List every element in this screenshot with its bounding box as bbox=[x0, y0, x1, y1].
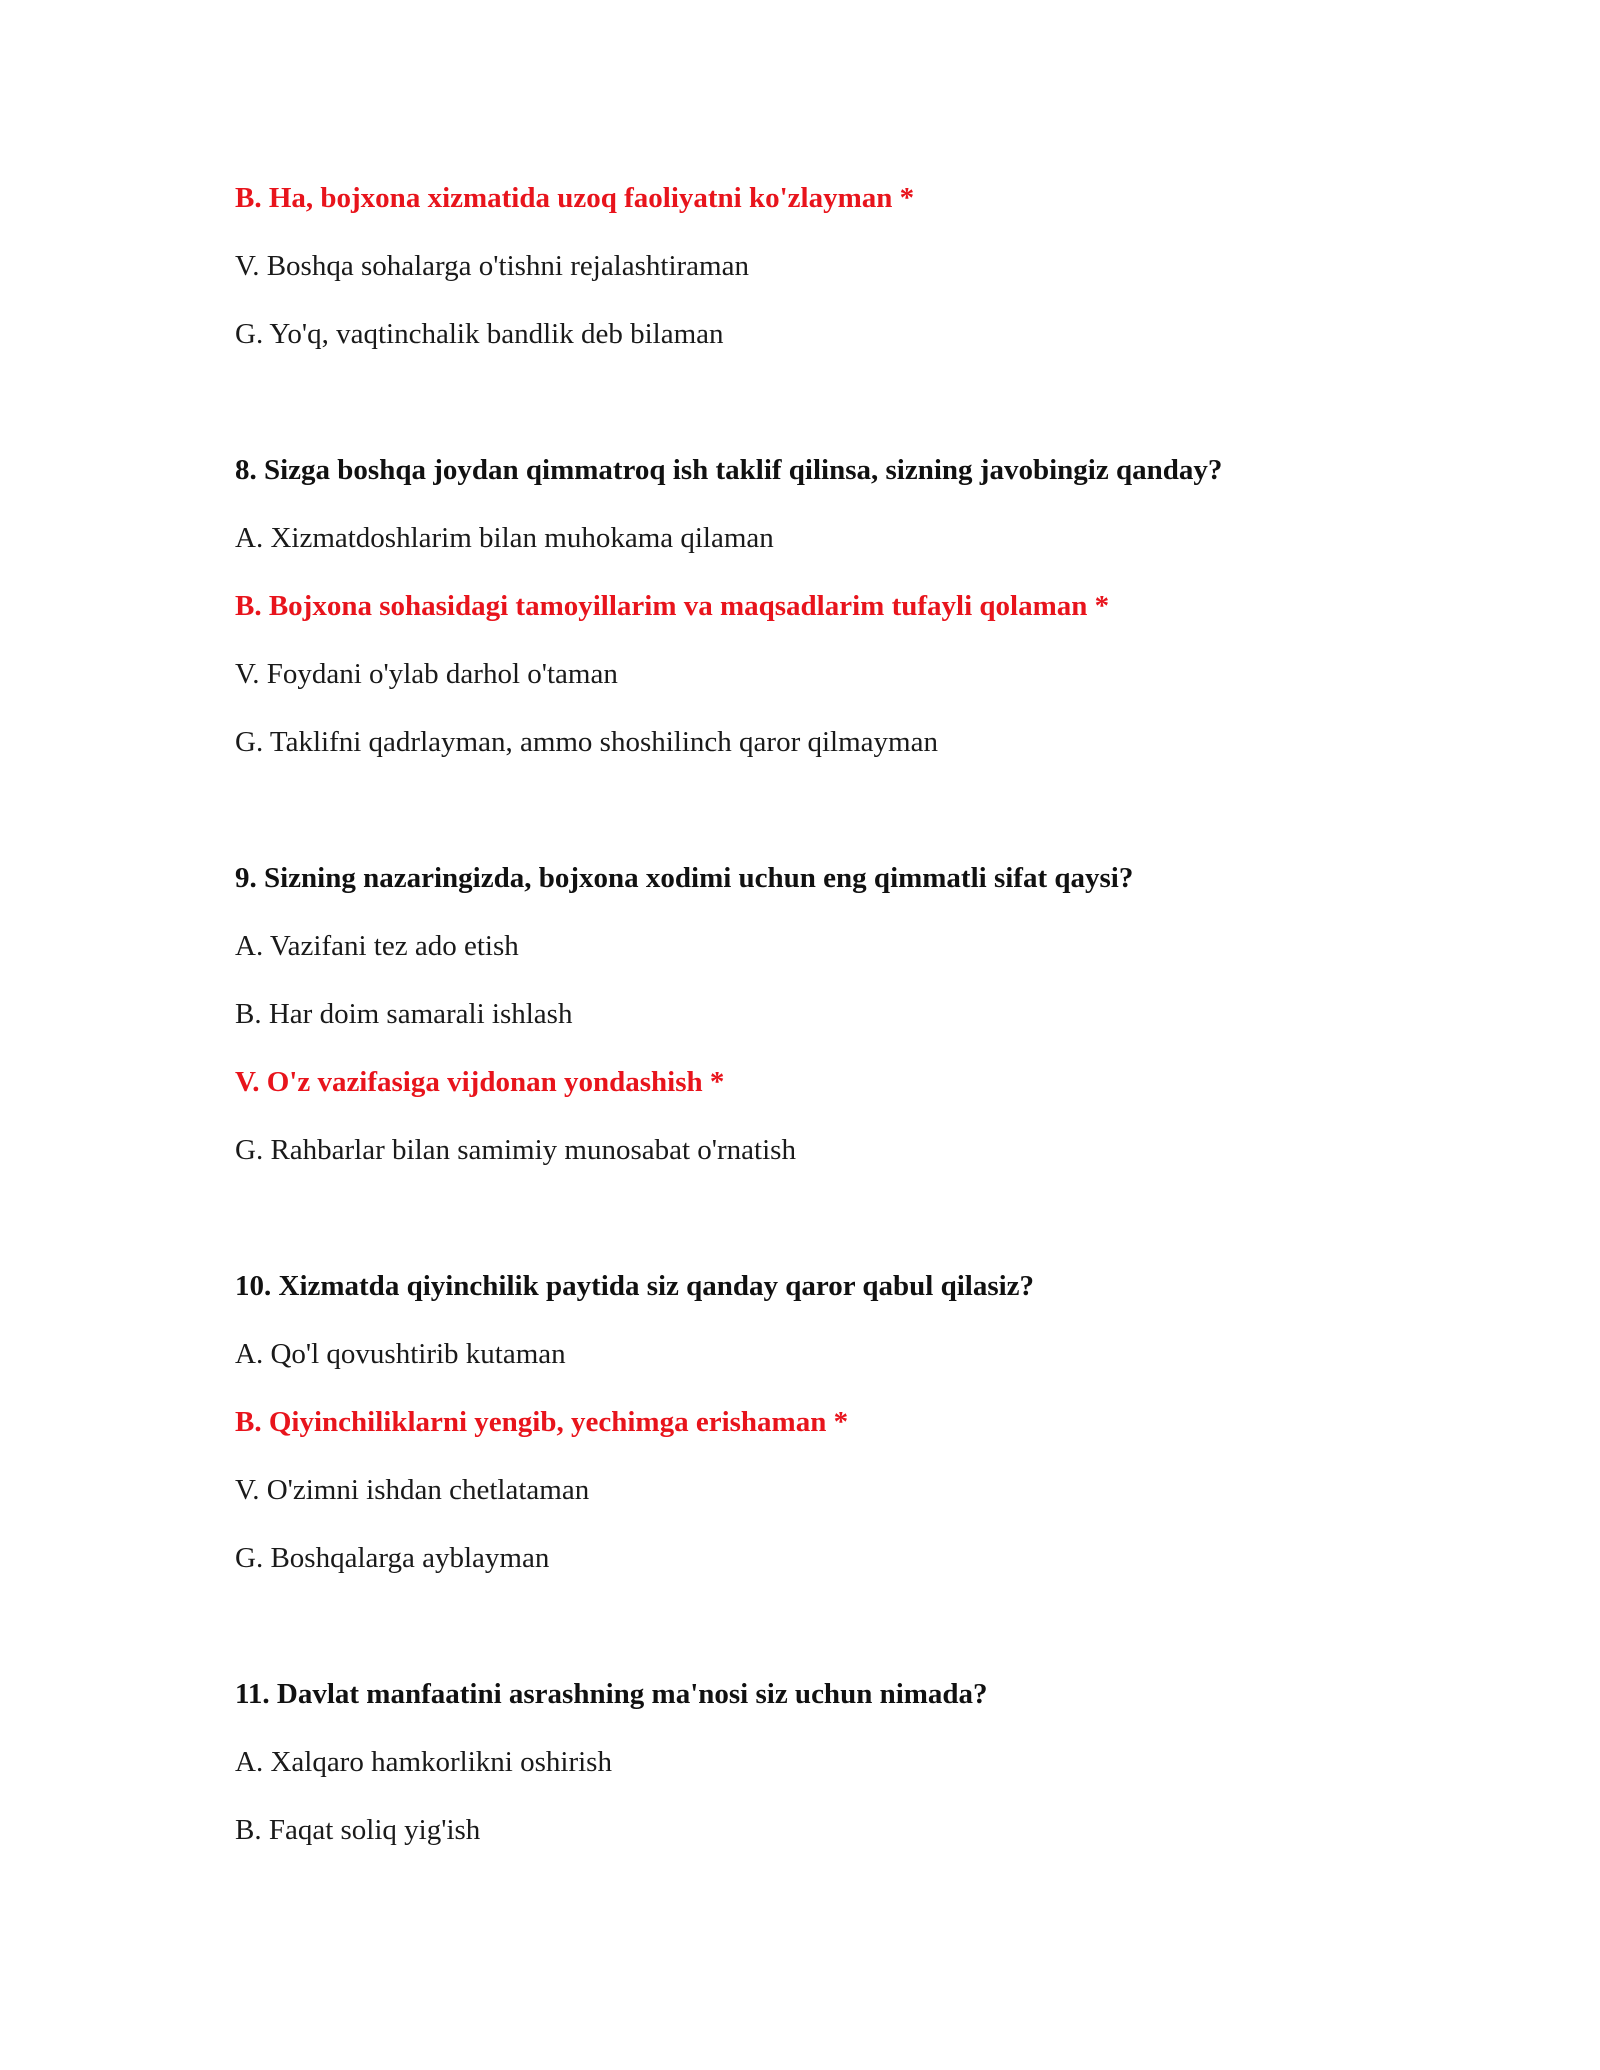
option-8-a: A. Xizmatdoshlarim bilan muhokama qilaman bbox=[235, 522, 774, 554]
question-11: 11. Davlat manfaatini asrashning ma'nosi siz uchun nimada? bbox=[235, 1678, 988, 1710]
option-10-v: V. O'zimni ishdan chetlataman bbox=[235, 1474, 590, 1506]
option-8-v: V. Foydani o'ylab darhol o'taman bbox=[235, 658, 618, 690]
option-7-v: V. Boshqa sohalarga o'tishni rejalashtiraman bbox=[235, 250, 749, 282]
question-10: 10. Xizmatda qiyinchilik paytida siz qanday qaror qabul qilasiz? bbox=[235, 1270, 1035, 1302]
option-7-g: G. Yo'q, vaqtinchalik bandlik deb bilaman bbox=[235, 318, 724, 350]
option-10-g: G. Boshqalarga ayblayman bbox=[235, 1542, 550, 1574]
option-9-g: G. Rahbarlar bilan samimiy munosabat o'rnatish bbox=[235, 1134, 796, 1166]
option-9-a: A. Vazifani tez ado etish bbox=[235, 930, 519, 962]
option-11-a: A. Xalqaro hamkorlikni oshirish bbox=[235, 1746, 612, 1778]
option-10-a: A. Qo'l qovushtirib kutaman bbox=[235, 1338, 566, 1370]
option-8-g: G. Taklifni qadrlayman, ammo shoshilinch qaror qilmayman bbox=[235, 726, 938, 758]
option-11-b: B. Faqat soliq yig'ish bbox=[235, 1814, 481, 1846]
option-9-v: V. O'z vazifasiga vijdonan yondashish * bbox=[235, 1066, 725, 1098]
option-8-b: B. Bojxona sohasidagi tamoyillarim va maqsadlarim tufayli qolaman * bbox=[235, 590, 1110, 622]
option-7-b: B. Ha, bojxona xizmatida uzoq faoliyatni ko'zlayman * bbox=[235, 182, 915, 214]
question-8: 8. Sizga boshqa joydan qimmatroq ish taklif qilinsa, sizning javobingiz qanday? bbox=[235, 454, 1223, 486]
option-10-b: B. Qiyinchiliklarni yengib, yechimga erishaman * bbox=[235, 1406, 849, 1438]
question-9: 9. Sizning nazaringizda, bojxona xodimi uchun eng qimmatli sifat qaysi? bbox=[235, 862, 1134, 894]
document-page bbox=[235, 180, 1415, 1848]
option-9-b: B. Har doim samarali ishlash bbox=[235, 998, 573, 1030]
